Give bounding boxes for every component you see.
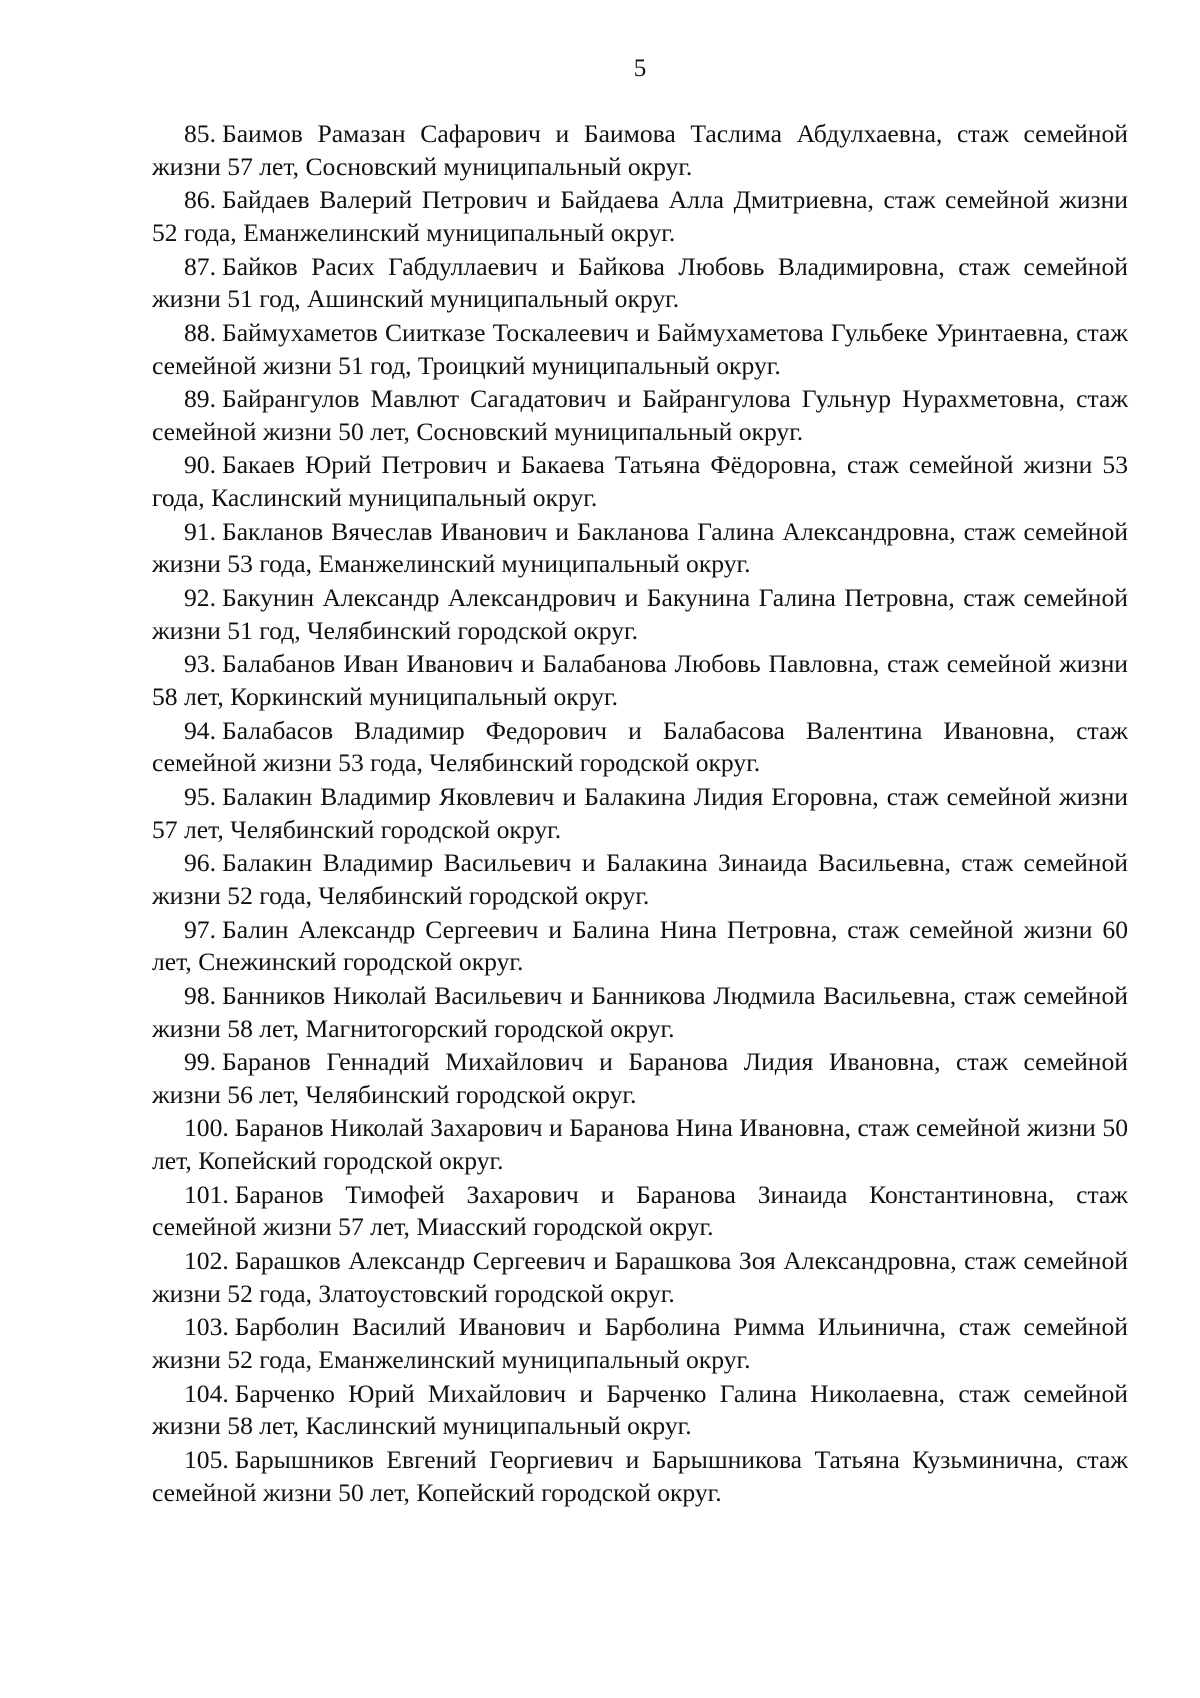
entry-number: 85.	[184, 119, 216, 148]
list-item	[152, 980, 1128, 1045]
entry-text: Баранов Геннадий Михайлович и Баранова Лидия Ивановна, стаж семейной жизни 56 лет, Челябинский городской округ.	[152, 1047, 1128, 1109]
list-item	[152, 184, 1128, 249]
entry-number: 98.	[184, 980, 216, 1010]
list-item	[152, 317, 1128, 382]
entry-text: Байрангулов Мавлют Сагадатович и Байрангулова Гульнур Нурахметовна, стаж семейной жизни 50 лет, Сосновский муниципальный округ.	[152, 384, 1128, 446]
entry-text: Баймухаметов Сиитказе Тоскалеевич и Баймухаметова Гульбеке Уринтаевна, стаж семейной жизни 51 год, Троицкий муниципальный округ.	[152, 317, 1128, 380]
entry-number: 90.	[184, 450, 216, 480]
entry-text: Барченко Юрий Михайлович и Барченко Галина Николаевна, стаж семейной жизни 58 лет, Каслинский муниципальный округ.	[152, 1378, 1128, 1441]
list-item	[152, 1046, 1128, 1111]
list-item	[152, 648, 1128, 713]
list-item	[152, 1444, 1128, 1509]
entry-number: 88.	[184, 317, 216, 347]
entry-text: Баранов Николай Захарович и Баранова Нина Ивановна, стаж семейной жизни 50 лет, Копейский городской округ.	[152, 1113, 1128, 1176]
entry-number: 87.	[184, 251, 216, 281]
entry-text: Баимов Рамазан Сафарович и Баимова Таслима Абдулхаевна, стаж семейной жизни 57 лет, Сосновский муниципальный округ.	[152, 119, 1128, 181]
page-number: 5	[633, 55, 647, 82]
entry-number: 99.	[184, 1047, 216, 1077]
entry-text: Бакаев Юрий Петрович и Бакаева Татьяна Фёдоровна, стаж семейной жизни 53 года, Каслинский муниципальный округ.	[152, 450, 1128, 513]
entry-number: 94.	[184, 715, 216, 745]
entry-text: Барболин Василий Иванович и Барболина Римма Ильинична, стаж семейной жизни 52 года, Еманжелинский муниципальный округ.	[152, 1312, 1128, 1375]
entry-number: 96.	[184, 848, 216, 878]
entry-text: Балабанов Иван Иванович и Балабанова Любовь Павловна, стаж семейной жизни 58 лет, Коркинский муниципальный округ.	[152, 649, 1128, 712]
entry-text: Балабасов Владимир Федорович и Балабасова Валентина Ивановна, стаж семейной жизни 53 года, Челябинский городской округ.	[152, 715, 1128, 778]
list-item	[152, 582, 1128, 647]
entry-text: Бакунин Александр Александрович и Бакунина Галина Петровна, стаж семейной жизни 51 год, Челябинский городской округ.	[152, 583, 1128, 645]
entry-number: 86.	[184, 185, 216, 215]
entry-text: Барашков Александр Сергеевич и Барашкова Зоя Александровна, стаж семейной жизни 52 года, Златоустовский городской округ.	[152, 1246, 1128, 1308]
entry-text: Байков Расих Габдуллаевич и Байкова Любовь Владимировна, стаж семейной жизни 51 год, Ашинский муниципальный округ.	[152, 251, 1128, 314]
list-item	[152, 449, 1128, 514]
list-item	[152, 516, 1128, 581]
list-item	[152, 847, 1128, 912]
list-item	[152, 251, 1128, 316]
entry-text: Балакин Владимир Яковлевич и Балакина Лидия Егоровна, стаж семейной жизни 57 лет, Челябинский городской округ.	[152, 781, 1128, 844]
list-item	[152, 715, 1128, 780]
list-item	[152, 1112, 1128, 1177]
entry-number: 100.	[184, 1113, 229, 1143]
list-item	[152, 1378, 1128, 1443]
list-item	[152, 1245, 1128, 1310]
entry-number: 92.	[184, 583, 216, 613]
list-item	[152, 1311, 1128, 1376]
entry-number: 91.	[184, 516, 216, 546]
entry-number: 97.	[184, 914, 216, 944]
entries-list	[152, 118, 1128, 1510]
list-item	[152, 781, 1128, 846]
list-item	[152, 1179, 1128, 1244]
entry-number: 89.	[184, 384, 216, 414]
entry-text: Баранов Тимофей Захарович и Баранова Зинаида Константиновна, стаж семейной жизни 57 лет, Миасский городской округ.	[152, 1179, 1128, 1242]
list-item	[152, 118, 1128, 183]
entry-text: Банников Николай Васильевич и Банникова Людмила Васильевна, стаж семейной жизни 58 лет, Магнитогорский городской округ.	[152, 980, 1128, 1043]
entry-text: Барышников Евгений Георгиевич и Барышникова Татьяна Кузьминична, стаж семейной жизни 50 лет, Копейский городской округ.	[152, 1444, 1128, 1507]
entry-number: 103.	[184, 1312, 229, 1342]
entry-number: 95.	[184, 781, 216, 811]
entry-number: 93.	[184, 649, 216, 679]
list-item	[152, 383, 1128, 448]
entry-text: Балакин Владимир Васильевич и Балакина Зинаида Васильевна, стаж семейной жизни 52 года, Челябинский городской округ.	[152, 848, 1128, 910]
entry-number: 104.	[184, 1378, 229, 1408]
list-item	[152, 914, 1128, 979]
entry-text: Балин Александр Сергеевич и Балина Нина Петровна, стаж семейной жизни 60 лет, Снежинский городской округ.	[152, 914, 1128, 977]
entry-number: 105.	[184, 1444, 229, 1474]
entry-number: 102.	[184, 1246, 229, 1276]
entry-text: Бакланов Вячеслав Иванович и Бакланова Галина Александровна, стаж семейной жизни 53 года, Еманжелинский муниципальный округ.	[152, 516, 1128, 579]
entry-number: 101.	[184, 1179, 229, 1209]
entry-text: Байдаев Валерий Петрович и Байдаева Алла Дмитриевна, стаж семейной жизни 52 года, Еманжелинский муниципальный округ.	[152, 185, 1128, 247]
